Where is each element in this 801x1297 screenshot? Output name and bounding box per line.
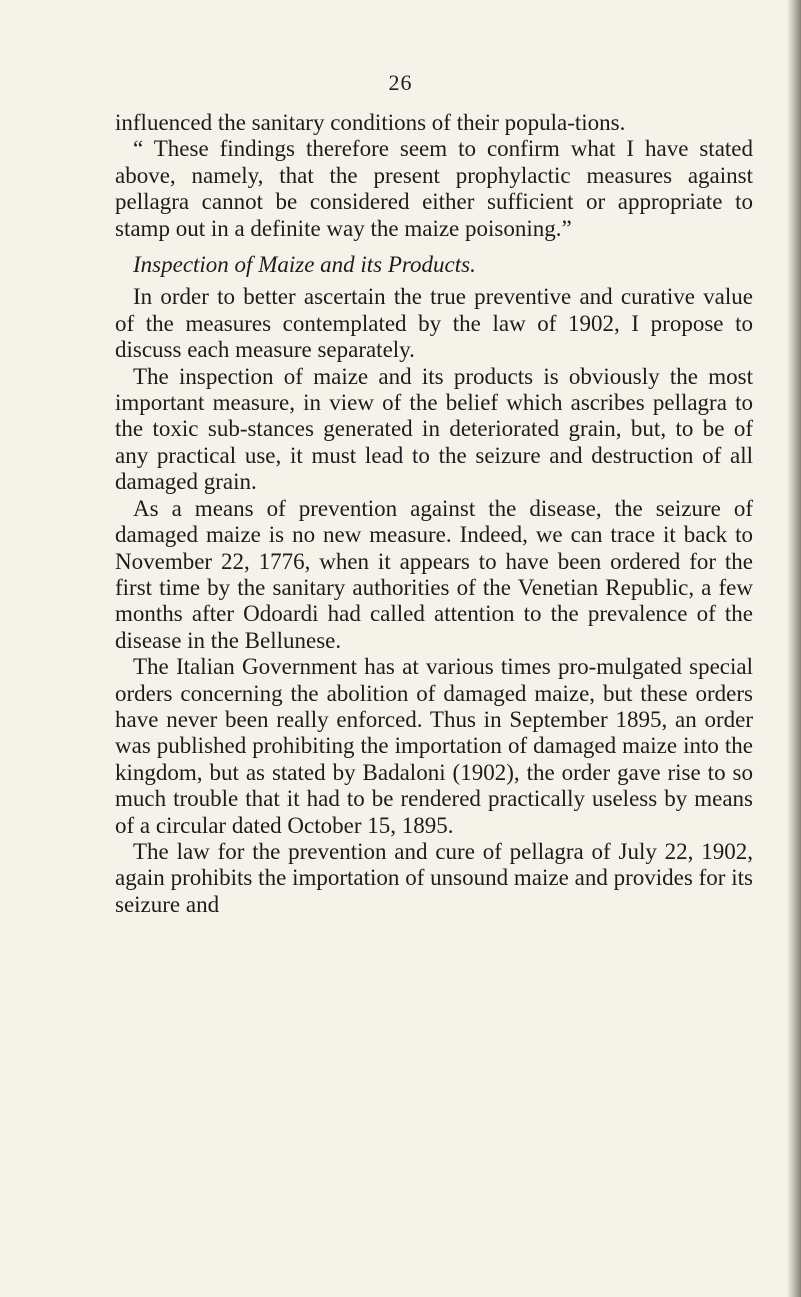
paragraph: The law for the prevention and cure of pellagra of July 22, 1902, again prohibits the importation of unsound maize and provides for its seizure and: [115, 838, 753, 917]
paragraph-quote: “ These findings therefore seem to confirm what I have stated above, namely, that the present prophylactic measures against pellagra cannot be considered either sufficient or appropriate to stamp out in a definite way the maize poisoning.”: [115, 136, 753, 241]
page-number: 26: [388, 70, 413, 95]
section-heading: Inspection of Maize and its Products.: [133, 252, 476, 278]
paragraph: The inspection of maize and its products is obviously the most important measure, in view of the belief which ascribes pellagra to the toxic sub-stances generated in deteriorated grain, but, to be of any practical use, it must lead to the seizure and destruction of all damaged grain.: [115, 363, 753, 495]
paragraph: As a means of prevention against the disease, the seizure of damaged maize is no new measure. Indeed, we can trace it back to November 22, 1776, when it appears to have been ordered for the first time by the sanitary authorities of the Venetian Republic, a few months after Odoardi had called attention to the prevalence of the disease in the Bellunese.: [115, 495, 753, 653]
body-text: [115, 110, 753, 918]
page-edge-shadow: [787, 0, 801, 1297]
paragraph: In order to better ascertain the true preventive and curative value of the measures contemplated by the law of 1902, I propose to discuss each measure separately.: [115, 284, 753, 363]
paragraph-continuation: influenced the sanitary conditions of their popula-tions.: [115, 110, 626, 135]
paragraph: The Italian Government has at various times pro-mulgated special orders concerning the abolition of damaged maize, but these orders have never been really enforced. Thus in September 1895, an order was published prohibiting the importation of damaged maize into the kingdom, but as stated by Badaloni (1902), the order gave rise to so much trouble that it had to be rendered practically useless by means of a circular dated October 15, 1895.: [115, 654, 753, 838]
